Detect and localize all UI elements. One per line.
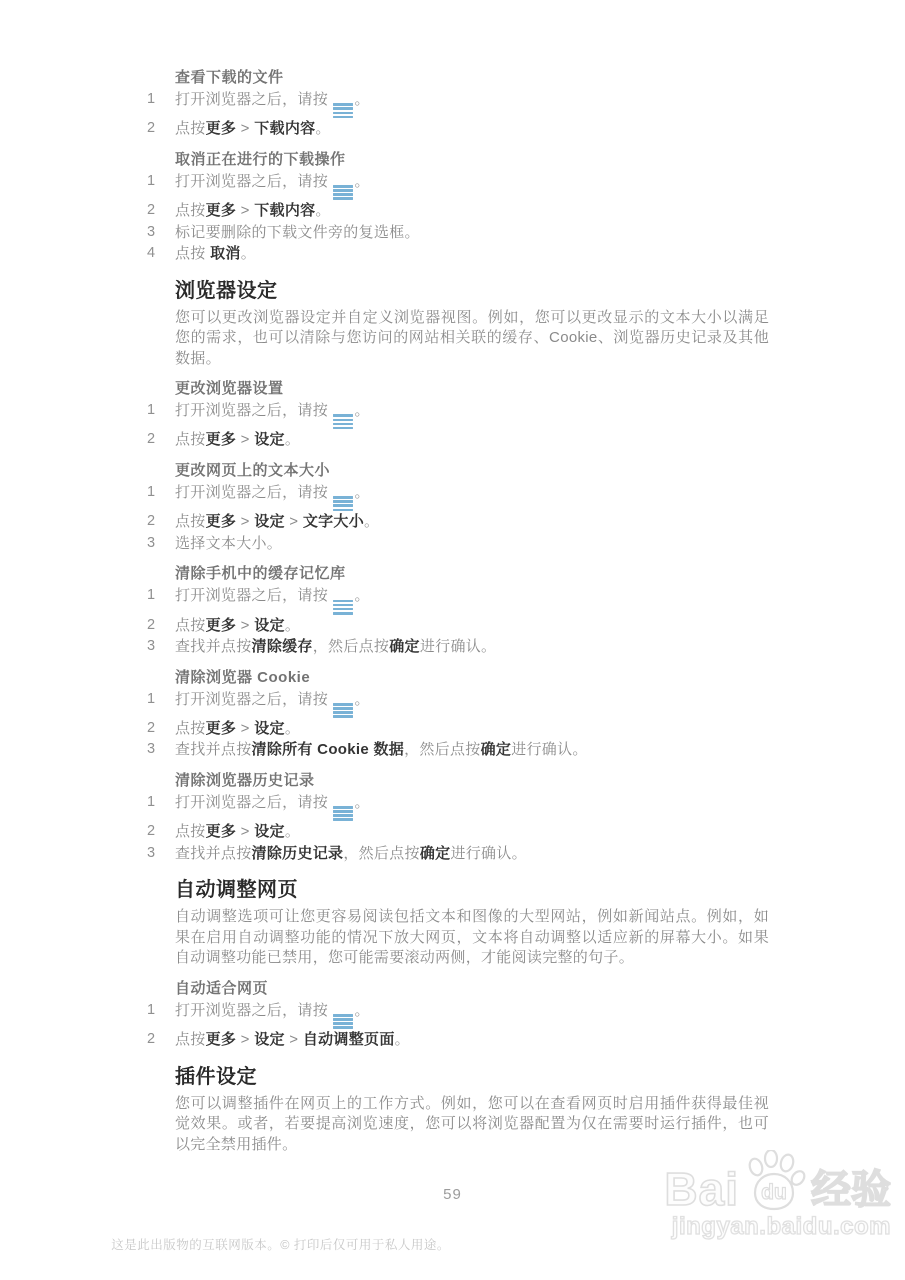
step-row [147, 792, 769, 821]
ui-label: 设定 [254, 719, 285, 737]
step-number: 2 [147, 1031, 156, 1047]
section-heading: 浏览器设定 [175, 279, 278, 302]
step-row [147, 615, 769, 637]
step-text-segment: 查找并点按 [175, 638, 252, 656]
step-row [147, 718, 769, 740]
step-row [147, 429, 769, 451]
step-number: 2 [147, 719, 156, 736]
step-list [147, 482, 769, 554]
step-text-segment: 打开浏览器之后，请按 [175, 402, 333, 420]
step-number: 3 [147, 534, 156, 551]
step-text [175, 741, 588, 758]
step-list [147, 89, 769, 140]
step-text-segment: 点按 [175, 823, 206, 841]
ui-label: 更多 [205, 120, 237, 138]
step-row [147, 585, 769, 614]
step-text [175, 402, 370, 419]
step-text-segment: 。 [354, 690, 370, 708]
step-text [175, 1002, 370, 1019]
step-text-segment: > [236, 1031, 255, 1048]
ui-label: 设定 [254, 431, 285, 449]
ui-label: 更多 [205, 202, 237, 220]
content-column [147, 58, 769, 1155]
ui-label: 确定 [480, 741, 512, 759]
step-number: 3 [147, 638, 156, 655]
step-row [147, 636, 769, 658]
browser-menu-icon [333, 414, 353, 429]
step-number: 1 [147, 172, 156, 189]
step-row [147, 739, 769, 761]
ui-label: 清除所有 Cookie 数据 [251, 741, 405, 759]
step-row [147, 689, 769, 718]
section-heading: 自动调整网页 [175, 879, 298, 902]
task-heading: 清除浏览器历史记录 [175, 771, 315, 789]
task-heading: 自动适合网页 [175, 979, 269, 997]
ui-label: 取消 [210, 245, 241, 263]
step-number: 1 [147, 587, 156, 604]
browser-menu-icon [333, 806, 353, 821]
step-row [147, 1029, 769, 1051]
step-text-segment: 。 [284, 823, 301, 841]
step-text [175, 845, 527, 862]
step-number: 2 [147, 202, 156, 219]
ui-label: 文字大小 [302, 513, 365, 531]
step-text [175, 120, 331, 137]
step-text-segment: 点按 [175, 120, 206, 138]
step-text-segment: 查找并点按 [175, 844, 252, 862]
ui-label: 确定 [419, 844, 451, 862]
step-list [147, 792, 769, 864]
step-text [175, 720, 300, 737]
page-number: 59 [443, 1186, 462, 1203]
step-text-segment: > [284, 1031, 303, 1048]
step-text [175, 431, 300, 448]
step-list [147, 689, 769, 761]
step-text-segment: 进行确认。 [419, 638, 497, 656]
step-row [147, 843, 769, 865]
step-text-segment: 。 [284, 719, 301, 737]
ui-label: 清除历史记录 [251, 844, 344, 862]
paragraph: 自动调整选项可让您更容易阅读包括文本和图像的大型网站，例如新闻站点。例如，如果在启用自动调整功能的情况下放大网页，文本将自动调整以适应新的屏幕大小。如果自动调整功能已禁用，您可能需要滚动两侧，才能阅读完整的句子。 [175, 908, 769, 967]
step-number: 3 [147, 844, 156, 861]
ui-label: 下载内容 [254, 202, 316, 220]
step-text-segment: 进行确认。 [450, 844, 527, 862]
step-row [147, 171, 769, 200]
ui-label: 更多 [205, 513, 237, 531]
step-text-segment: 打开浏览器之后，请按 [175, 483, 333, 501]
browser-menu-icon [333, 703, 353, 718]
step-list [147, 400, 769, 451]
ui-label: 更多 [205, 823, 237, 841]
step-row [147, 243, 769, 265]
step-list [147, 1000, 769, 1051]
step-row [147, 1000, 769, 1029]
step-text-segment: > [236, 120, 255, 138]
step-list [147, 585, 769, 657]
step-text [175, 1031, 410, 1048]
step-number: 3 [147, 741, 156, 758]
step-row [147, 222, 769, 244]
step-number: 2 [147, 431, 156, 448]
step-number: 1 [147, 1001, 156, 1018]
step-text-segment: 选择文本大小。 [175, 534, 283, 552]
step-text-segment: 。 [284, 616, 301, 634]
step-text [175, 173, 370, 190]
ui-label: 自动调整页面 [302, 1031, 395, 1048]
step-text-segment: ，然后点按 [312, 638, 390, 656]
ui-label: 清除缓存 [251, 638, 313, 656]
task-heading: 清除手机中的缓存记忆库 [175, 565, 346, 583]
footer-note: 这是此出版物的互联网版本。© 打印后仅可用于私人用途。 [111, 1238, 450, 1252]
watermark-du-text: du [761, 1181, 787, 1204]
watermark-brand-text: 经验 [811, 1168, 891, 1212]
step-text-segment: 点按 [175, 245, 211, 263]
step-text-segment: 。 [240, 245, 256, 263]
task-heading: 查看下载的文件 [175, 69, 284, 86]
step-number: 2 [147, 823, 156, 840]
step-text-segment: 打开浏览器之后，请按 [175, 1001, 333, 1019]
step-number: 1 [147, 402, 156, 419]
step-row [147, 89, 769, 118]
step-text [175, 535, 282, 552]
ui-label: 确定 [389, 638, 420, 656]
browser-menu-icon [333, 1014, 353, 1029]
step-number: 2 [147, 616, 156, 633]
watermark-url: jingyan.baidu.com [671, 1213, 891, 1240]
baidu-paw-icon [743, 1150, 807, 1212]
ui-label: 更多 [205, 719, 237, 737]
step-text-segment: 。 [354, 587, 370, 605]
baidu-jingyan-watermark [623, 1150, 891, 1240]
step-text-segment: 打开浏览器之后，请按 [175, 172, 333, 190]
step-text-segment: 。 [364, 513, 380, 531]
step-number: 2 [147, 513, 156, 530]
step-text-segment: 。 [354, 793, 370, 811]
step-text-segment: 。 [354, 91, 370, 108]
step-text-segment: 。 [394, 1031, 410, 1048]
paragraph: 您可以调整插件在网页上的工作方式。例如，您可以在查看网页时启用插件获得最佳视觉效果。或者，若要提高浏览速度，您可以将浏览器配置为仅在需要时运行插件，也可以完全禁用插件。 [175, 1094, 769, 1153]
step-text-segment: 。 [315, 120, 331, 138]
ui-label: 更多 [205, 431, 237, 449]
step-text [175, 794, 370, 811]
step-row [147, 821, 769, 843]
browser-menu-icon [333, 103, 353, 118]
ui-label: 更多 [205, 616, 237, 634]
step-number: 4 [147, 245, 156, 262]
step-row [147, 511, 769, 533]
step-text-segment: 打开浏览器之后，请按 [175, 91, 333, 108]
step-text-segment: 进行确认。 [511, 741, 588, 759]
step-text [175, 617, 300, 634]
section-heading: 插件设定 [175, 1065, 257, 1088]
step-text [175, 513, 379, 530]
step-text-segment: 点按 [175, 431, 206, 449]
step-text-segment: 点按 [175, 719, 206, 737]
step-text-segment: 点按 [175, 616, 206, 634]
step-row [147, 400, 769, 429]
step-number: 2 [147, 120, 156, 137]
step-text [175, 587, 370, 604]
ui-label: 更多 [205, 1031, 237, 1048]
paragraph: 您可以更改浏览器设定并自定义浏览器视图。例如，您可以更改显示的文本大小以满足您的需求，也可以清除与您访问的网站相关联的缓存、Cookie、浏览器历史记录及其他数据。 [175, 308, 769, 367]
step-list [147, 171, 769, 265]
browser-menu-icon [333, 496, 353, 511]
step-text [175, 823, 300, 840]
step-text-segment: 打开浏览器之后，请按 [175, 587, 333, 605]
step-text [175, 245, 256, 262]
step-text [175, 91, 370, 108]
step-number: 1 [147, 91, 156, 107]
step-row [147, 533, 769, 555]
step-text-segment: > [236, 513, 255, 531]
step-text-segment: 。 [284, 431, 301, 449]
watermark-logo-row [623, 1150, 891, 1215]
step-text [175, 202, 331, 219]
step-text-segment: 标记要删除的下载文件旁的复选框。 [175, 223, 420, 241]
step-text [175, 691, 370, 708]
task-heading: 更改网页上的文本大小 [175, 461, 331, 479]
browser-menu-icon [333, 185, 353, 200]
ui-label: 设定 [254, 616, 285, 634]
step-text-segment: > [236, 431, 255, 449]
step-text-segment: 点按 [175, 202, 206, 220]
step-text [175, 224, 420, 241]
task-heading: 更改浏览器设置 [175, 380, 284, 398]
step-text-segment: 查找并点按 [175, 741, 252, 759]
step-text [175, 638, 496, 655]
step-text-segment: ，然后点按 [404, 741, 481, 759]
step-text-segment: 。 [354, 172, 370, 190]
step-text [175, 484, 370, 501]
step-text-segment: 。 [354, 483, 370, 501]
step-number: 1 [147, 690, 156, 707]
step-text-segment: > [236, 719, 255, 737]
ui-label: 设定 [254, 513, 285, 531]
step-text-segment: 。 [354, 1001, 370, 1019]
ui-label: 下载内容 [254, 120, 316, 138]
step-text-segment: > [236, 616, 255, 634]
step-number: 1 [147, 793, 156, 810]
step-text-segment: > [236, 823, 255, 841]
task-heading: 取消正在进行的下载操作 [175, 150, 346, 168]
step-number: 1 [147, 483, 156, 500]
task-heading: 清除浏览器 Cookie [175, 668, 311, 686]
ui-label: 设定 [254, 823, 285, 841]
step-row [147, 482, 769, 511]
step-text-segment: ，然后点按 [343, 844, 420, 862]
ui-label: 设定 [254, 1031, 285, 1048]
step-text-segment: 打开浏览器之后，请按 [175, 793, 333, 811]
step-text-segment: 。 [315, 202, 331, 220]
step-text-segment: 。 [354, 402, 370, 420]
step-text-segment: 打开浏览器之后，请按 [175, 690, 333, 708]
step-text-segment: 点按 [175, 513, 206, 531]
step-row [147, 200, 769, 222]
step-text-segment: 点按 [175, 1031, 206, 1048]
watermark-bai-text: Bai [664, 1163, 739, 1215]
step-row [147, 118, 769, 140]
step-text-segment: > [284, 513, 303, 531]
step-number: 3 [147, 223, 156, 240]
step-text-segment: > [236, 202, 255, 220]
browser-menu-icon [333, 600, 353, 615]
